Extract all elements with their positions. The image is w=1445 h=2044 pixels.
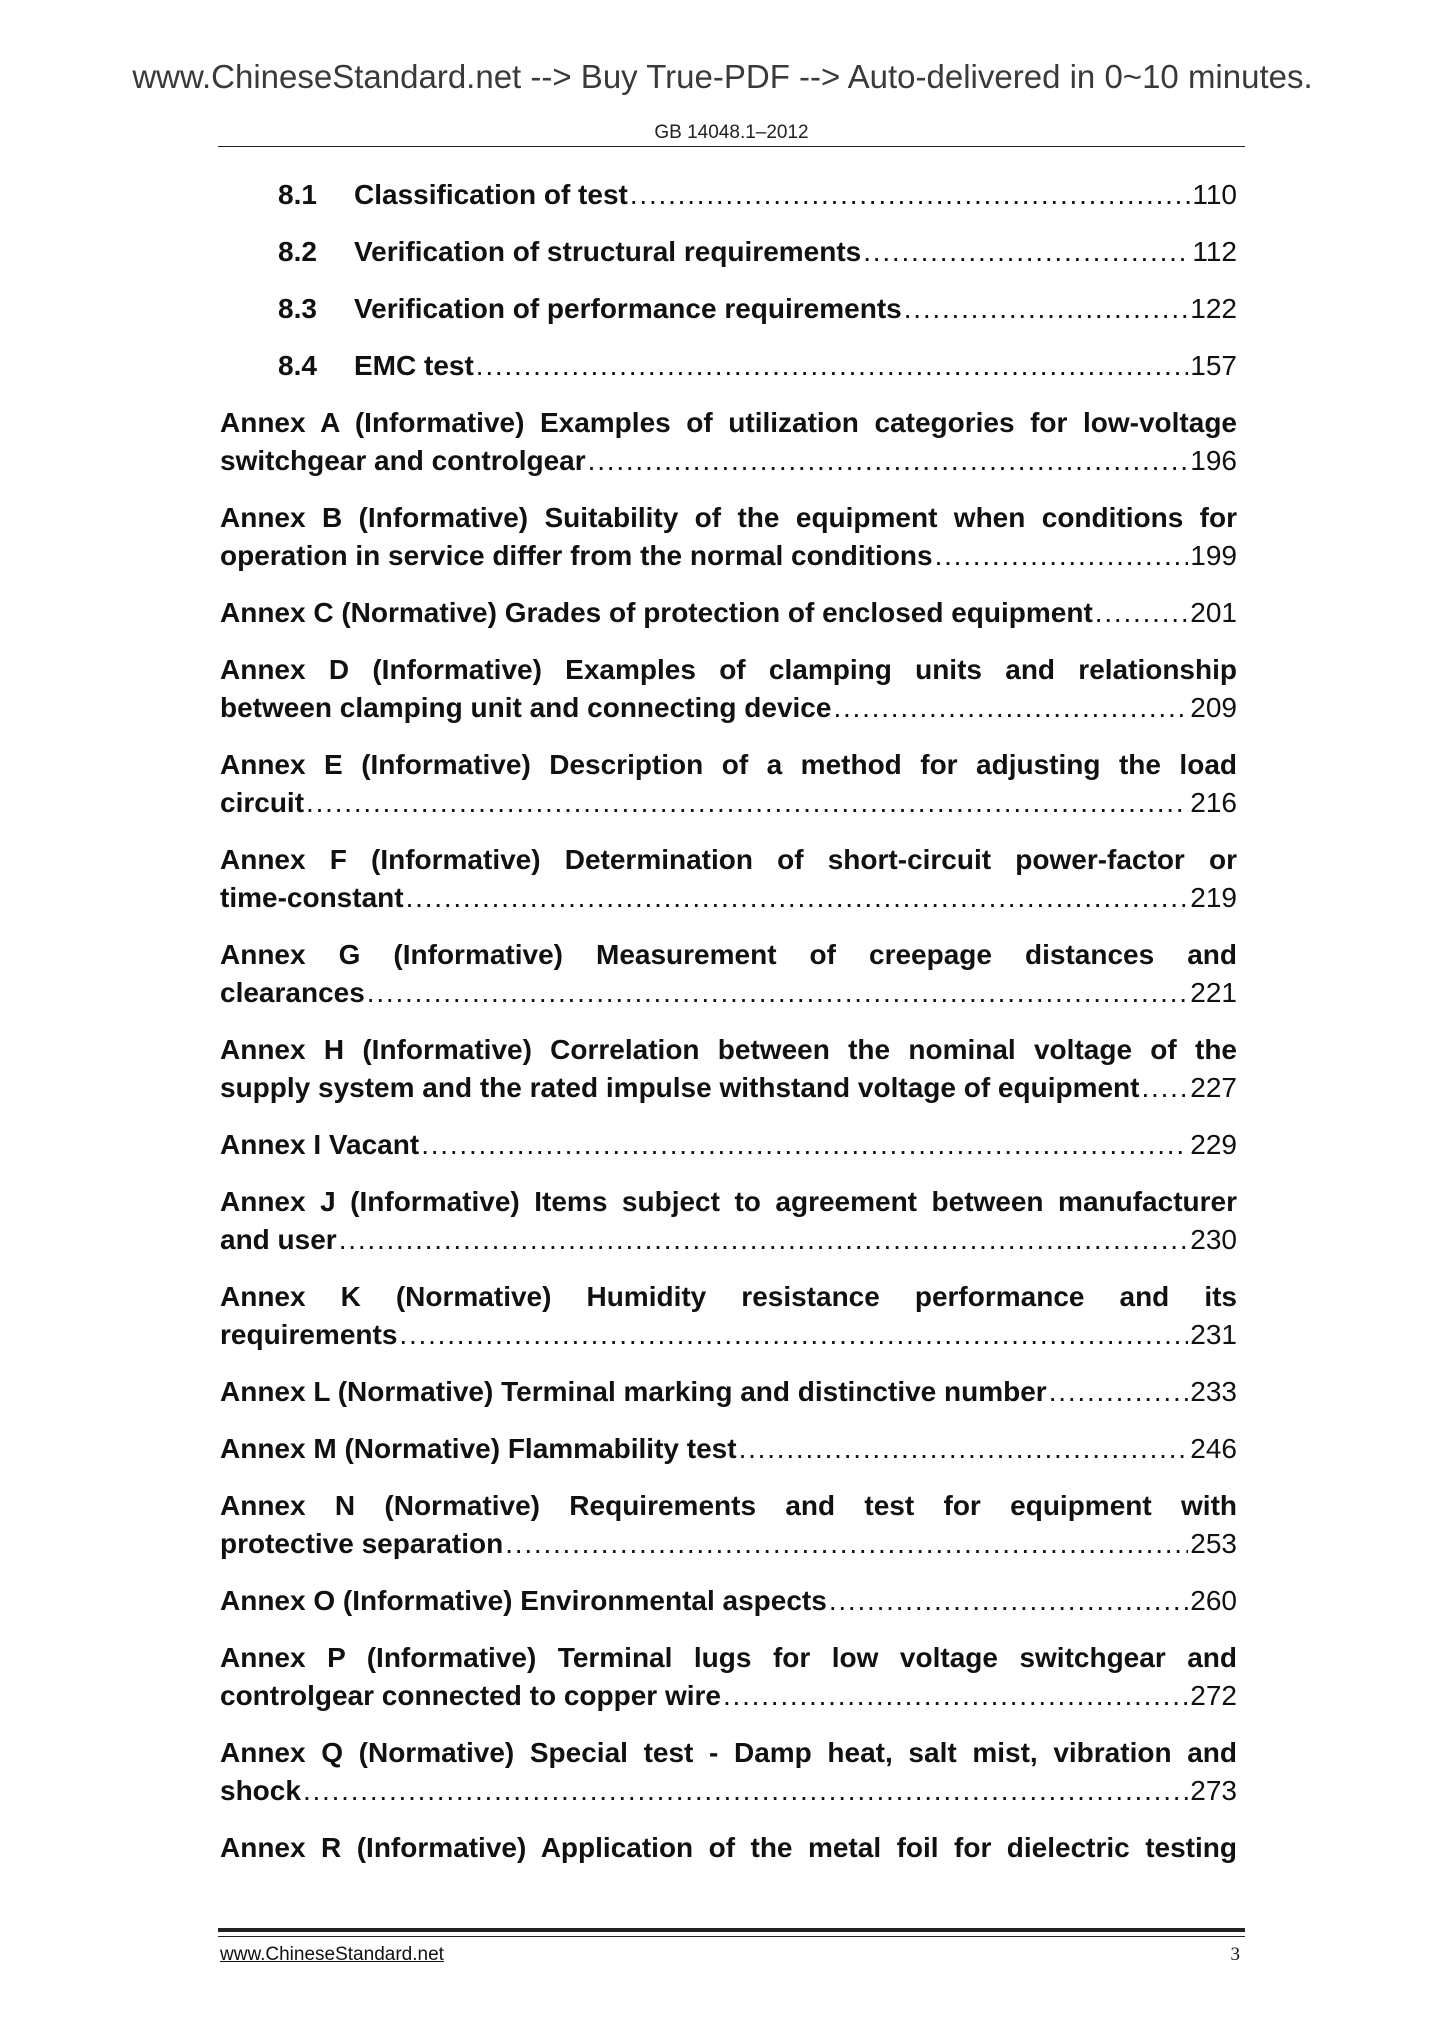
toc-entry-annex[interactable] [220, 594, 1237, 632]
toc-entry-title-line2: time-constant [220, 882, 404, 913]
toc-entry-title-line2: Annex M (Normative) Flammability test [220, 1433, 737, 1464]
toc-entry-annex[interactable] [220, 1582, 1237, 1620]
toc-entry-page: 122 [1190, 293, 1237, 324]
footer-rule-thin [218, 1936, 1245, 1937]
toc-entry-title-line1: Annex E (Informative) Description of a method for adjusting the load [220, 749, 1237, 780]
toc-entry-title-line1: Annex H (Informative) Correlation between the nominal voltage of the [220, 1034, 1237, 1065]
toc-entry-title-line2: between clamping unit and connecting device [220, 692, 832, 723]
dot-leader [863, 233, 1190, 271]
toc-entry[interactable] [220, 176, 1237, 214]
dot-leader [339, 1221, 1189, 1259]
toc-entry-annex[interactable] [220, 404, 1237, 480]
toc-annexes [220, 404, 1237, 1810]
toc-entry-annex[interactable] [220, 1126, 1237, 1164]
dot-leader [303, 1772, 1188, 1810]
toc-entry-number: 8.2 [278, 236, 317, 267]
toc-entry-title-line1: Annex Q (Normative) Special test - Damp heat, salt mist, vibration and [220, 1737, 1237, 1768]
toc-entry-title-line1: Annex P (Informative) Terminal lugs for low voltage switchgear and [220, 1642, 1237, 1673]
dot-leader [935, 537, 1189, 575]
toc-entry-title-line2: Annex L (Normative) Terminal marking and distinctive number [220, 1376, 1047, 1407]
dot-leader [588, 442, 1189, 480]
toc-entry-title-line1: Annex K (Normative) Humidity resistance performance and its [220, 1281, 1237, 1312]
toc-entry-title-line2: Annex O (Informative) Environmental aspects [220, 1585, 827, 1616]
toc-entry-page: 273 [1190, 1775, 1237, 1806]
toc-entry-title-line2: supply system and the rated impulse withstand voltage of equipment [220, 1072, 1140, 1103]
standard-number: GB 14048.1–2012 [654, 122, 809, 143]
toc-entry-title: Verification of performance requirements [354, 293, 902, 324]
toc-entry-number: 8.3 [278, 293, 317, 324]
dot-leader [723, 1677, 1188, 1715]
footer-site-link[interactable]: www.ChineseStandard.net [220, 1944, 444, 1965]
toc-entry-page: 233 [1190, 1376, 1237, 1407]
toc-entry-page: 216 [1190, 787, 1237, 818]
toc-entry-page: 227 [1190, 1072, 1237, 1103]
toc-entry-page: 221 [1190, 977, 1237, 1008]
toc-entry-page: 231 [1190, 1319, 1237, 1350]
footer-rule-thick [218, 1928, 1245, 1932]
toc-entry-annex[interactable] [220, 1278, 1237, 1354]
dot-leader [367, 974, 1188, 1012]
toc-subsections [220, 176, 1237, 385]
toc-entry-title-line1: Annex D (Informative) Examples of clamping units and relationship [220, 654, 1237, 685]
toc-entry-annex-r[interactable] [220, 1829, 1237, 1867]
toc-entry-title-line2: protective separation [220, 1528, 504, 1559]
toc-entry-number: 8.4 [278, 350, 317, 381]
toc-entry-page: 201 [1190, 597, 1237, 628]
toc-entry-page: 209 [1190, 692, 1237, 723]
dot-leader [406, 879, 1189, 917]
toc-entry[interactable] [220, 290, 1237, 328]
dot-leader [1095, 594, 1188, 632]
toc-entry-title-line2: requirements [220, 1319, 398, 1350]
toc-entry-title-line1: Annex N (Normative) Requirements and test for equipment with [220, 1490, 1237, 1521]
toc-entry-page: 260 [1190, 1585, 1237, 1616]
toc-entry-annex[interactable] [220, 499, 1237, 575]
dot-leader [421, 1126, 1188, 1164]
toc-entry-annex[interactable] [220, 651, 1237, 727]
toc-entry-annex[interactable] [220, 1430, 1237, 1468]
toc-entry-page: 246 [1190, 1433, 1237, 1464]
dot-leader [1142, 1069, 1189, 1107]
toc-entry-annex[interactable] [220, 1639, 1237, 1715]
toc-entry-annex[interactable] [220, 841, 1237, 917]
dot-leader [904, 290, 1189, 328]
table-of-contents [220, 176, 1237, 1886]
header-banner: www.ChineseStandard.net --> Buy True-PDF --> Auto-delivered in 0~10 minutes. [132, 58, 1313, 95]
toc-entry-title-line2: Annex C (Normative) Grades of protection of enclosed equipment [220, 597, 1093, 628]
toc-entry-title-line2: controlgear connected to copper wire [220, 1680, 721, 1711]
toc-entry-annex[interactable] [220, 1487, 1237, 1563]
toc-entry-annex[interactable] [220, 746, 1237, 822]
toc-entry-page: 110 [1192, 179, 1237, 210]
toc-entry-title-line1: Annex A (Informative) Examples of utilization categories for low-voltage [220, 407, 1237, 438]
toc-entry-number: 8.1 [278, 179, 317, 210]
toc-entry-title-line2: clearances [220, 977, 365, 1008]
toc-entry-annex[interactable] [220, 1373, 1237, 1411]
toc-entry-title-line1: Annex G (Informative) Measurement of creepage distances and [220, 939, 1237, 970]
toc-entry-page: 157 [1190, 350, 1237, 381]
dot-leader [739, 1430, 1189, 1468]
toc-entry-annex[interactable] [220, 1031, 1237, 1107]
page-number: 3 [1230, 1944, 1240, 1965]
toc-entry-annex[interactable] [220, 1734, 1237, 1810]
toc-entry-title-line2: and user [220, 1224, 337, 1255]
dot-leader [1049, 1373, 1189, 1411]
toc-entry-title: Annex R (Informative) Application of the metal foil for dielectric testing [220, 1832, 1237, 1863]
toc-entry[interactable] [220, 233, 1237, 271]
toc-entry-title-line2: Annex I Vacant [220, 1129, 420, 1160]
dot-leader [306, 784, 1188, 822]
toc-entry-page: 199 [1190, 540, 1237, 571]
toc-entry-title-line1: Annex J (Informative) Items subject to agreement between manufacturer [220, 1186, 1237, 1217]
toc-entry-page: 112 [1192, 236, 1237, 267]
dot-leader [833, 689, 1188, 727]
toc-entry-annex[interactable] [220, 1183, 1237, 1259]
toc-entry-title: Classification of test [354, 179, 628, 210]
toc-entry-title-line1: Annex F (Informative) Determination of short-circuit power-factor or [220, 844, 1237, 875]
dot-leader [399, 1316, 1188, 1354]
dot-leader [829, 1582, 1188, 1620]
toc-entry-annex[interactable] [220, 936, 1237, 1012]
toc-entry-title: Verification of structural requirements [354, 236, 862, 267]
toc-entry-page: 219 [1190, 882, 1237, 913]
dot-leader [505, 1525, 1188, 1563]
toc-entry-title-line2: shock [220, 1775, 301, 1806]
toc-entry-title-line2: operation in service differ from the normal conditions [220, 540, 933, 571]
toc-entry-title: EMC test [354, 350, 474, 381]
toc-entry-page: 229 [1190, 1129, 1237, 1160]
toc-entry-page: 230 [1190, 1224, 1237, 1255]
toc-entry-page: 196 [1190, 445, 1237, 476]
toc-entry-title-line2: switchgear and controlgear [220, 445, 586, 476]
toc-entry-title-line1: Annex B (Informative) Suitability of the equipment when conditions for [220, 502, 1237, 533]
dot-leader [630, 176, 1191, 214]
toc-entry-title-line2: circuit [220, 787, 305, 818]
toc-entry-page: 253 [1190, 1528, 1237, 1559]
toc-entry[interactable] [220, 347, 1237, 385]
toc-entry-page: 272 [1190, 1680, 1237, 1711]
header-rule [218, 146, 1245, 147]
dot-leader [476, 347, 1188, 385]
